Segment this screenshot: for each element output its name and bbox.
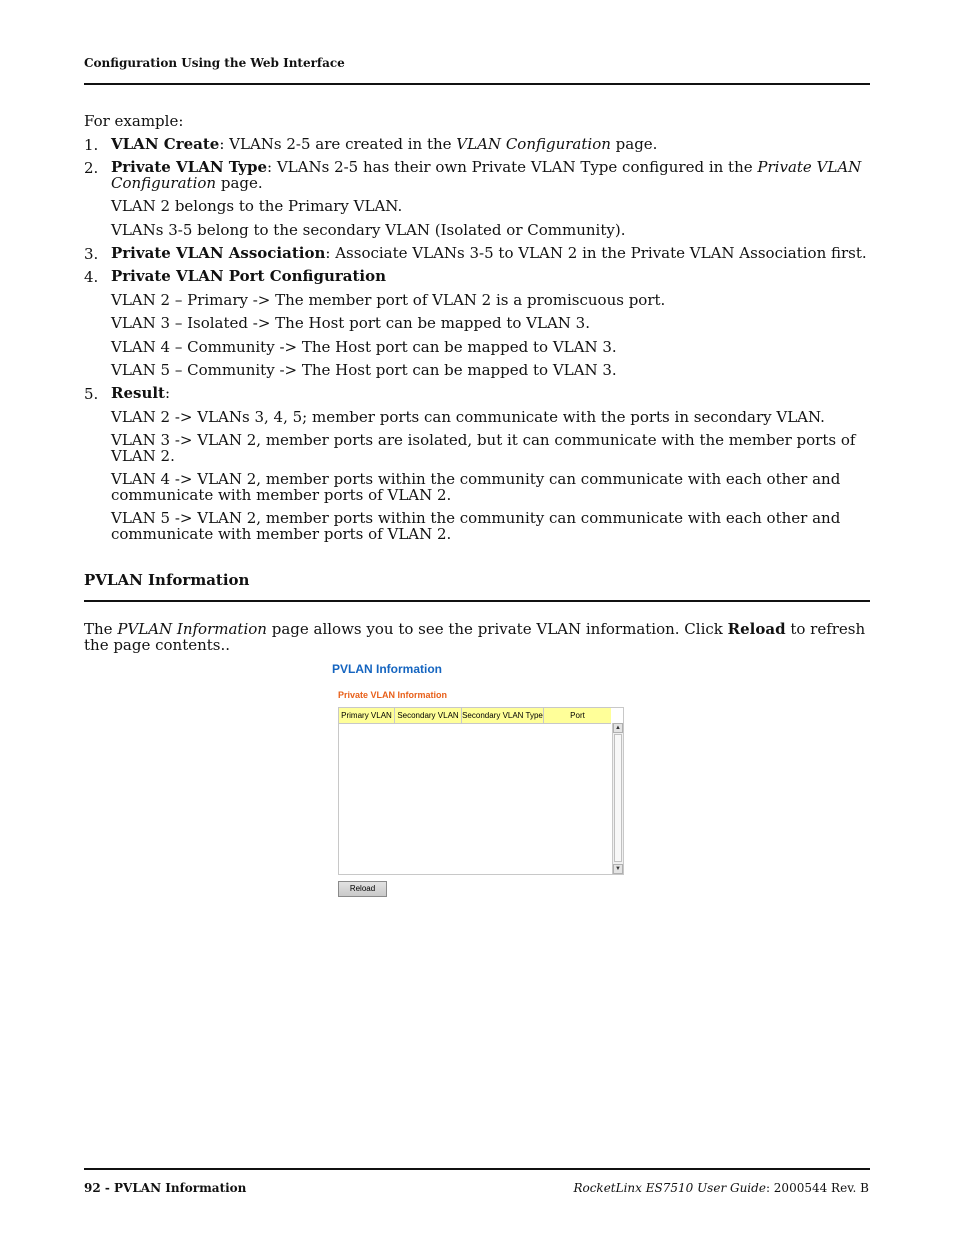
para-part-1: The	[84, 620, 118, 638]
step-4-label: Private VLAN Port Configuration	[111, 267, 387, 285]
intro-text: For example:	[84, 112, 184, 130]
running-header: Configuration Using the Web Interface	[84, 56, 345, 70]
table-scrollbar[interactable]	[612, 723, 623, 874]
para-bold: Reload	[727, 620, 786, 638]
para-part-3: to refresh the page contents..	[84, 620, 866, 654]
step-1-tail: page.	[610, 135, 658, 153]
col-secondary-vlan: Secondary VLAN	[395, 708, 462, 723]
ui-section-title: Private VLAN Information	[338, 690, 448, 700]
step-4-number: 4.	[84, 268, 99, 286]
step-3-label: Private VLAN Association	[111, 244, 326, 262]
footer-doc-info	[573, 1181, 869, 1195]
step-4-text	[111, 268, 871, 284]
para-italic: PVLAN Information	[117, 620, 267, 638]
step-2-tail: page.	[216, 174, 263, 192]
step-1-text	[111, 136, 871, 152]
step-3-body: : Associate VLANs 3-5 to VLAN 2 in the Private VLAN Association first.	[325, 244, 867, 262]
footer-revision: : 2000544 Rev. B	[765, 1181, 869, 1195]
step-4-note-1: VLAN 2 – Primary -> The member port of VLAN 2 is a promiscuous port.	[111, 291, 666, 309]
step-5-text	[111, 385, 871, 401]
step-1-body: : VLANs 2-5 are created in the	[219, 135, 457, 153]
pvlan-info-table	[338, 707, 624, 875]
step-5-note-1: VLAN 2 -> VLANs 3, 4, 5; member ports can communicate with the ports in secondary VLAN.	[111, 408, 825, 426]
step-5-number: 5.	[84, 385, 99, 403]
header-rule	[84, 83, 870, 85]
table-header	[339, 708, 611, 724]
section-title: PVLAN Information	[84, 571, 250, 589]
scroll-thumb[interactable]	[614, 734, 622, 862]
para-part-2: page allows you to see the private VLAN information. Click	[266, 620, 728, 638]
step-1-label: VLAN Create	[111, 135, 220, 153]
step-2-number: 2.	[84, 159, 99, 177]
step-1-number: 1.	[84, 136, 99, 154]
step-2-text	[111, 159, 871, 191]
step-5-note-4: VLAN 5 -> VLAN 2, member ports within the community can communicate with each other and communicate with member ports of VLAN 2.	[111, 509, 841, 543]
scroll-up-icon[interactable]: ▲	[613, 723, 623, 733]
step-1-italic: VLAN Configuration	[456, 135, 611, 153]
col-primary-vlan: Primary VLAN	[339, 708, 395, 723]
step-2-note-2: VLANs 3-5 belong to the secondary VLAN (Isolated or Community).	[111, 221, 626, 239]
step-5-note-2: VLAN 3 -> VLAN 2, member ports are isolated, but it can communicate with the member ports of VLAN 2.	[111, 431, 856, 465]
ui-page-title: PVLAN Information	[332, 662, 442, 676]
step-5-note-3: VLAN 4 -> VLAN 2, member ports within the community can communicate with each other and communicate with member ports of VLAN 2.	[111, 470, 841, 504]
section-paragraph	[84, 621, 870, 653]
footer-page-label: 92 - PVLAN Information	[84, 1181, 247, 1195]
step-2-italic: Private VLAN Configuration	[111, 158, 862, 192]
col-secondary-vlan-type: Secondary VLAN Type	[462, 708, 544, 723]
step-4-note-2: VLAN 3 – Isolated -> The Host port can be mapped to VLAN 3.	[111, 314, 590, 332]
step-3-text	[111, 245, 871, 261]
step-2-label: Private VLAN Type	[111, 158, 268, 176]
step-2-body: : VLANs 2-5 has their own Private VLAN Type configured in the	[267, 158, 758, 176]
step-5-label: Result	[111, 384, 165, 402]
scroll-down-icon[interactable]: ▼	[613, 864, 623, 874]
reload-button[interactable]: Reload	[338, 881, 387, 897]
step-2-note-1: VLAN 2 belongs to the Primary VLAN.	[111, 197, 403, 215]
footer-guide-title: RocketLinx ES7510 User Guide	[573, 1181, 766, 1195]
footer-rule	[84, 1168, 870, 1170]
step-3-number: 3.	[84, 245, 99, 263]
step-4-note-4: VLAN 5 – Community -> The Host port can be mapped to VLAN 3.	[111, 361, 617, 379]
step-5-body: :	[165, 384, 171, 402]
section-rule	[84, 600, 870, 602]
step-4-note-3: VLAN 4 – Community -> The Host port can be mapped to VLAN 3.	[111, 338, 617, 356]
col-port: Port	[570, 711, 585, 720]
